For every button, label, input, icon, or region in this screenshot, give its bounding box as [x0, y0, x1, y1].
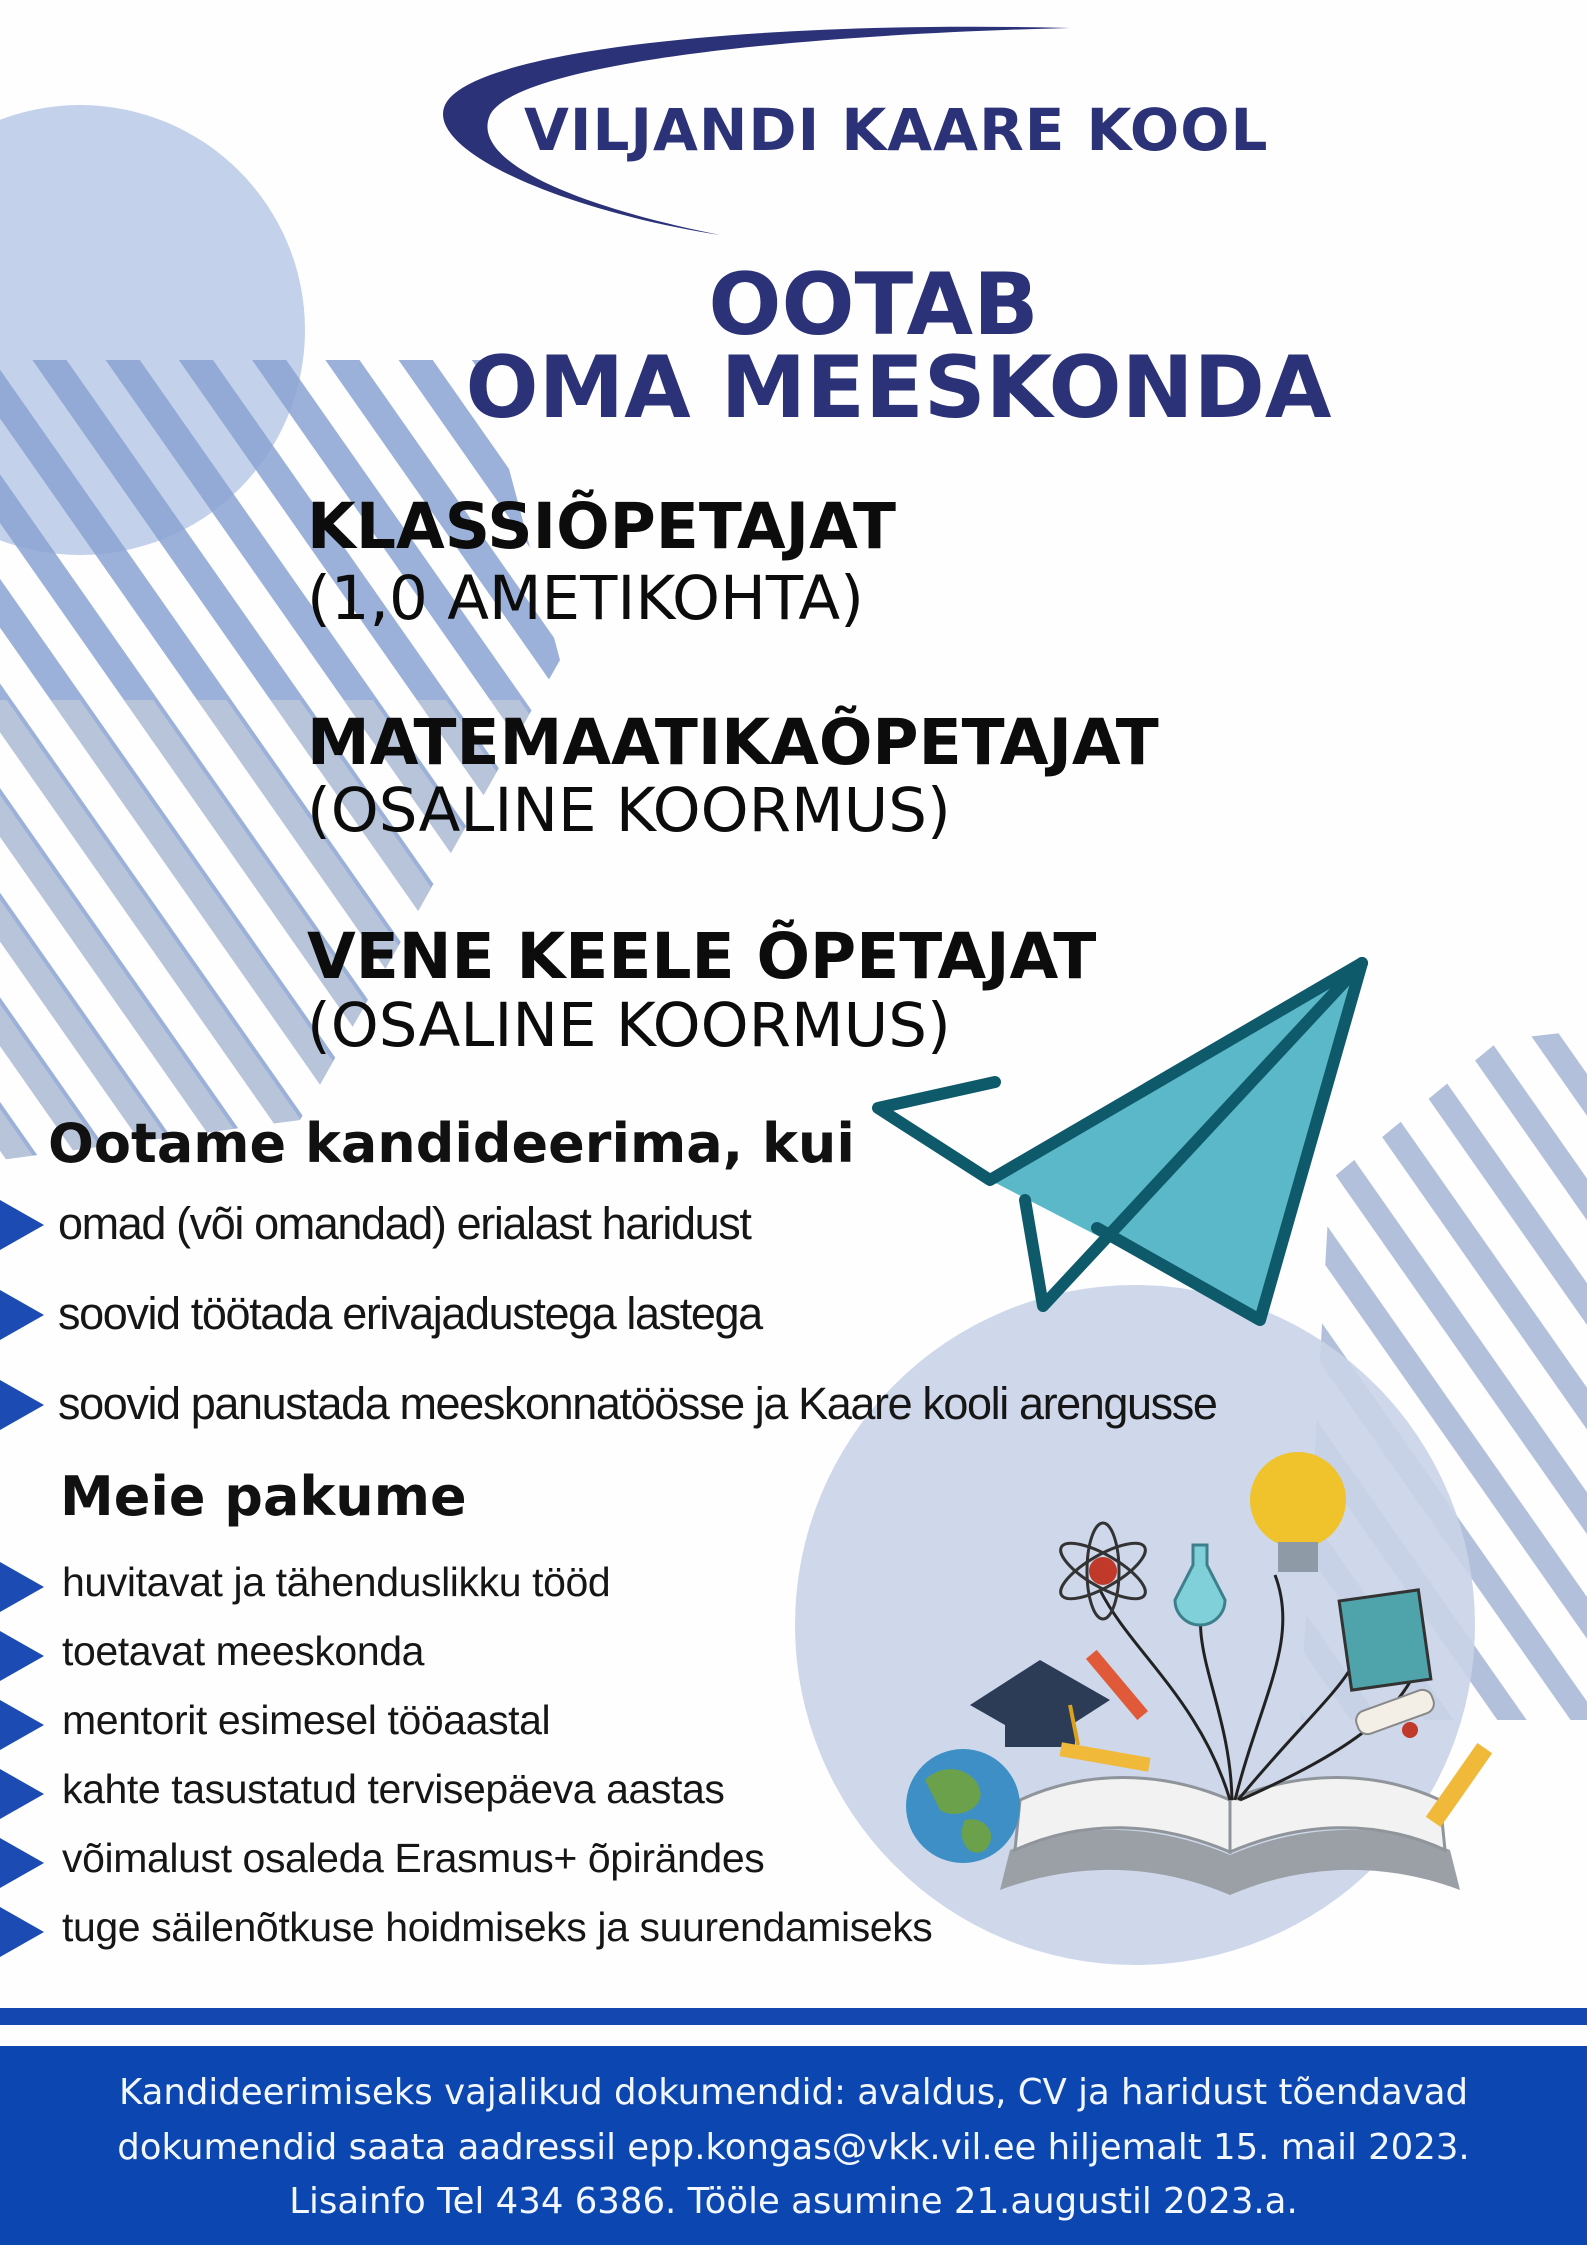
offers-heading: Meie pakume: [60, 1465, 467, 1528]
offer-text: kahte tasustatud tervisepäeva aastas: [62, 1766, 725, 1812]
bullet-triangle-icon: [0, 1631, 44, 1681]
bullet-triangle-icon: [0, 1200, 44, 1250]
position-3-title: VENE KEELE ÕPETAJAT: [307, 920, 1097, 993]
offer-text: võimalust osaleda Erasmus+ õpirändes: [62, 1835, 765, 1881]
bullet-triangle-icon: [0, 1562, 44, 1612]
position-1-detail: (1,0 AMETIKOHTA): [307, 563, 864, 634]
requirement-text: soovid töötada erivajadustega lastega: [58, 1288, 762, 1339]
bullet-triangle-icon: [0, 1380, 44, 1430]
position-2-detail: (OSALINE KOORMUS): [307, 775, 951, 846]
offer-text: mentorit esimesel tööaastal: [62, 1697, 551, 1743]
footer-line-1: Kandideerimiseks vajalikud dokumendid: avaldus, CV ja haridust tõendavad: [118, 2072, 1469, 2113]
position-1-title: KLASSIÕPETAJAT: [307, 490, 896, 563]
bullet-triangle-icon: [0, 1700, 44, 1750]
headline-line-2: OMA MEESKONDA: [465, 338, 1332, 438]
headline-line-1: OOTAB: [708, 255, 1039, 355]
offer-text: toetavat meeskonda: [62, 1628, 425, 1674]
bullet-triangle-icon: [0, 1907, 44, 1957]
footer-divider: [0, 2008, 1587, 2025]
position-2-title: MATEMAATIKAÕPETAJAT: [307, 706, 1159, 779]
school-logo-name: VILJANDI KAARE KOOL: [524, 96, 1269, 164]
footer-line-3: Lisainfo Tel 434 6386. Tööle asumine 21.augustil 2023.a.: [289, 2181, 1298, 2222]
requirement-text: omad (või omandad) erialast haridust: [58, 1198, 751, 1249]
position-3-detail: (OSALINE KOORMUS): [307, 990, 951, 1061]
offer-text: tuge säilenõtkuse hoidmiseks ja suurendamiseks: [62, 1904, 933, 1950]
bullet-triangle-icon: [0, 1290, 44, 1340]
footer-line-2: dokumendid saata aadressil epp.kongas@vkk.vil.ee hiljemalt 15. mail 2023.: [117, 2127, 1470, 2168]
bullet-triangle-icon: [0, 1769, 44, 1819]
offer-text: huvitavat ja tähenduslikku tööd: [62, 1559, 611, 1605]
bullet-triangle-icon: [0, 1838, 44, 1888]
requirement-text: soovid panustada meeskonnatöösse ja Kaare kooli arengusse: [58, 1378, 1217, 1429]
requirements-heading: Ootame kandideerima, kui: [48, 1112, 855, 1175]
